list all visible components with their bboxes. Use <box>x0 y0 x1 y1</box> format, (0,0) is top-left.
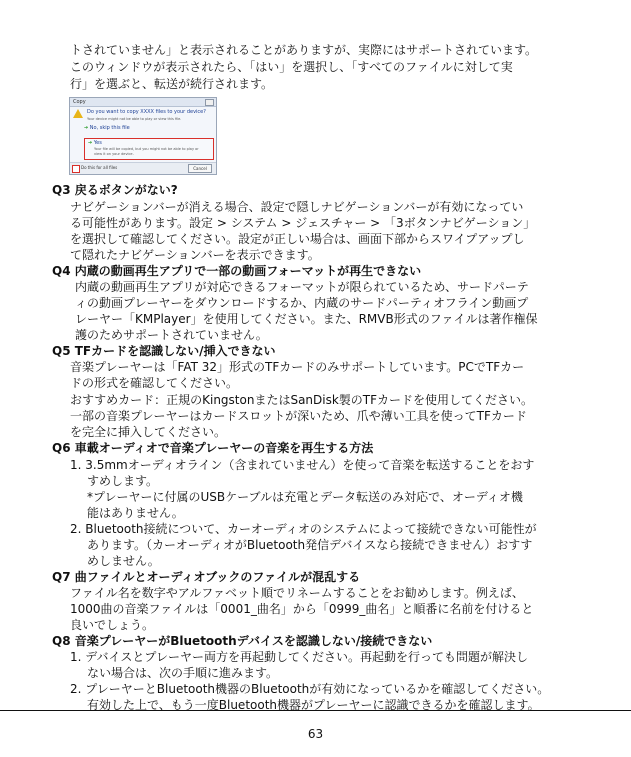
footer-rule <box>0 710 631 711</box>
q6-line-4: 能はありません。 <box>87 506 184 520</box>
q5-line-4: 一部の音楽プレーヤーはカードスロットが深いため、爪や薄い工具を使ってTFカード <box>70 409 527 423</box>
q3-line-4: て隠れたナビゲーションバーを表示できます。 <box>70 248 320 262</box>
arrow-right-icon: ➔ <box>84 125 89 131</box>
dialog-title: Copy <box>73 99 86 105</box>
q8-line-2: ない場合は、次の手順に進みます。 <box>87 666 279 680</box>
q6-title: Q6 車載オーディオで音楽プレーヤーの音楽を再生する方法 <box>52 441 374 455</box>
dialog-question: Do you want to copy XXXX files to your device? <box>87 109 206 115</box>
q5-line-1: 音楽プレーヤーは「FAT 32」形式のTFカードのみサポートしています。PCでTFカー <box>70 360 525 374</box>
q5-line-3: おすすめカード：正規のKingstonまたはSanDisk製のTFカードを使用してください。 <box>70 393 534 407</box>
q4-line-3: レーヤー「KMPlayer」を使用してください。また、RMVB形式のファイルは著作権保 <box>75 312 538 326</box>
q5-line-2: ドの形式を確認してください。 <box>70 376 239 390</box>
page-number: 63 <box>307 727 324 741</box>
q6-line-3: *プレーヤーに付属のUSBケーブルは充電とデータ転送のみ対応で、オーディオ機 <box>87 490 523 504</box>
q6-line-6: あります。（カーオーディオがBluetooth発信デバイスなら接続できません）おすす <box>87 538 533 552</box>
dialog-subtext: Your device might not be able to play or view this file. <box>87 117 182 121</box>
q4-line-2: ィの動画プレーヤーをダウンロードするか、内蔵のサードパーティオフライン動画プ <box>75 296 529 310</box>
dialog-footer <box>70 162 216 174</box>
intro-line-3: 行」を選ぶと、転送が続行されます。 <box>70 77 274 91</box>
dialog-cancel-button: Cancel <box>188 164 212 173</box>
q6-line-5: 2. Bluetooth接続について、カーオーディオのシステムによって接続できない可能性が <box>70 522 537 536</box>
dialog-title-bar <box>70 98 216 107</box>
q3-line-2: る可能性があります。設定 > システム > ジェスチャー > 「3ボタンナビゲーション」 <box>70 216 536 230</box>
intro-line-2: このウィンドウが表示されたら、「はい」を選択し、「すべてのファイルに対して実 <box>70 60 513 74</box>
dialog-option-yes-label: Yes <box>93 140 102 146</box>
dialog-option-yes-subtext: Your file will be copied, but you might not be able to play or view it on your device. <box>94 147 199 156</box>
q5-line-5: を完全に挿入してください。 <box>70 425 227 439</box>
intro-line-1: トされていません」と表示されることがありますが、実際にはサポートされています。 <box>70 43 538 57</box>
dialog-option-yes <box>84 138 214 160</box>
close-icon <box>205 99 214 106</box>
q7-title: Q7 曲ファイルとオーディオブックのファイルが混乱する <box>52 570 361 584</box>
q8-title: Q8 音楽プレーヤーがBluetoothデバイスを認識しない/接続できない <box>52 634 433 648</box>
dialog-checkbox <box>72 165 80 173</box>
dialog-option-no-label: No, skip this file <box>89 125 130 131</box>
q8-line-3: 2. プレーヤーとBluetooth機器のBluetoothが有効になっているかを確認してください。 <box>70 682 550 696</box>
q8-line-1: 1. デバイスとプレーヤー両方を再起動してください。再起動を行っても問題が解決し <box>70 650 528 664</box>
q3-title: Q3 戻るボタンがない? <box>52 183 178 197</box>
q4-line-1: 内蔵の動画再生アプリが対応できるフォーマットが限られているため、サードパーテ <box>75 280 529 294</box>
copy-dialog-screenshot <box>69 97 217 175</box>
dialog-checkbox-label: Do this for all files <box>81 165 118 170</box>
q7-line-1: ファイル名を数字やアルファベット順でリネームすることをお勧めします。例えば、 <box>70 586 524 600</box>
q6-line-2: すめします。 <box>87 474 159 488</box>
warning-icon <box>73 109 83 118</box>
arrow-right-icon: ➔ <box>88 140 93 146</box>
q3-line-3: を選択して確認してください。設定が正しい場合は、画面下部からスワイプアップし <box>70 232 525 246</box>
q4-title: Q4 内蔵の動画再生アプリで一部の動画フォーマットが再生できない <box>52 264 422 278</box>
q7-line-3: 良いでしょう。 <box>70 618 155 632</box>
q5-title: Q5 TFカードを認識しない/挿入できない <box>52 344 276 358</box>
q4-line-4: 護のためサポートされていません。 <box>75 328 268 342</box>
q6-line-1: 1. 3.5mmオーディオライン（含まれていません）を使って音楽を転送することをおす <box>70 458 535 472</box>
q6-line-7: めしません。 <box>87 554 160 568</box>
dialog-option-no <box>84 125 130 132</box>
q3-line-1: ナビゲーションバーが消える場合、設定で隠しナビゲーションバーが有効になってい <box>70 200 524 214</box>
q7-line-2: 1000曲の音楽ファイルは「0001_曲名」から「0999_曲名」と順番に名前を付けると <box>70 602 534 616</box>
q8-line-4: 有効した上で、もう一度Bluetooth機器がプレーヤーに認識できるかを確認します。 <box>87 698 540 712</box>
